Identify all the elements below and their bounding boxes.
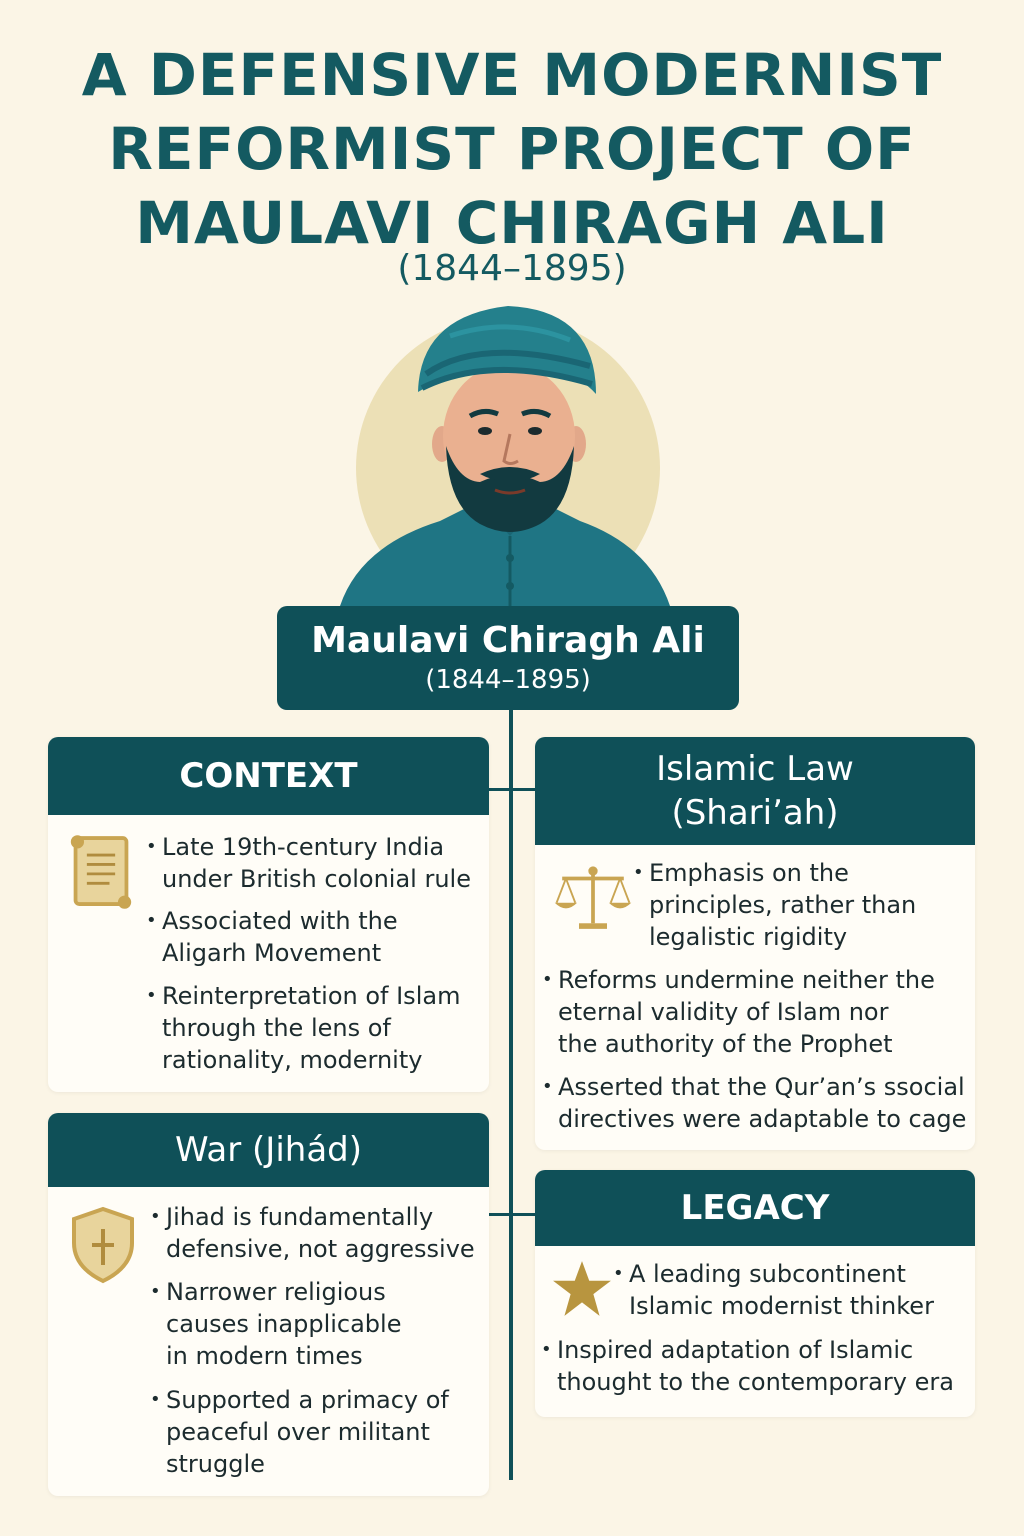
context-bullet-2-line-2: Aligarh Movement xyxy=(162,939,382,967)
war-bullet-2 xyxy=(166,1276,401,1372)
central-name: Maulavi Chiragh Ali xyxy=(311,620,705,661)
legacy-bullet-1 xyxy=(629,1258,934,1322)
context-card xyxy=(48,737,489,1092)
war-bullet-1-line-1: • Jihad is fundamentally xyxy=(166,1203,434,1231)
context-bullet-3-line-1: • Reinterpretation of Islam xyxy=(162,982,461,1010)
war-bullet-3-line-1: • Supported a primacy of xyxy=(166,1386,449,1414)
law-bullet-2-line-2: eternal validity of Islam nor xyxy=(558,998,889,1026)
central-dates: (1844–1895) xyxy=(425,665,591,695)
law-bullet-2 xyxy=(558,964,935,1060)
law-bullet-1 xyxy=(649,857,916,953)
context-bullet-3-line-2: through the lens of xyxy=(162,1014,391,1042)
shield-icon xyxy=(68,1205,138,1285)
war-heading: War (Jihád) xyxy=(48,1113,489,1187)
context-heading: CONTEXT xyxy=(48,737,489,815)
war-bullet-3-line-2: peaceful over militant xyxy=(166,1418,430,1446)
central-name-box xyxy=(277,606,739,710)
portrait-illustration xyxy=(330,296,690,616)
law-bullet-1-line-1: • Emphasis on the xyxy=(649,859,849,887)
legacy-bullet-1-line-1: • A leading subcontinent xyxy=(629,1260,906,1288)
law-heading xyxy=(535,737,975,845)
war-bullet-2-line-3: in modern times xyxy=(166,1342,363,1370)
law-bullet-3 xyxy=(558,1071,966,1135)
context-bullet-2 xyxy=(162,905,398,969)
war-bullet-1-line-2: defensive, not aggressive xyxy=(166,1235,475,1263)
title-line-2: REFORMIST PROJECT OF xyxy=(108,115,916,183)
connector-branch-lower xyxy=(488,1213,536,1216)
title-line-1: A DEFENSIVE MODERNIST xyxy=(81,41,943,109)
war-card xyxy=(48,1113,489,1496)
law-card xyxy=(535,737,975,1150)
scales-icon xyxy=(551,861,635,937)
law-heading-line-1: Islamic Law xyxy=(656,749,854,789)
title-dates: (1844–1895) xyxy=(397,248,627,289)
law-bullet-1-line-2: principles, rather than xyxy=(649,891,917,919)
law-bullet-2-line-1: • Reforms undermine neither the xyxy=(558,966,935,994)
context-bullet-3-line-3: rationality, modernity xyxy=(162,1046,423,1074)
scroll-icon xyxy=(68,832,134,912)
legacy-bullet-2-line-1: • Inspired adaptation of Islamic xyxy=(557,1336,914,1364)
legacy-bullet-2-line-2: thought to the contemporary era xyxy=(557,1368,954,1396)
law-bullet-1-line-3: legalistic rigidity xyxy=(649,923,848,951)
context-bullet-1 xyxy=(162,831,471,895)
war-bullet-2-line-2: causes inapplicable xyxy=(166,1310,402,1338)
connector-trunk xyxy=(509,710,513,1480)
page-title xyxy=(0,38,1024,260)
legacy-card xyxy=(535,1170,975,1417)
war-bullet-3-line-3: struggle xyxy=(166,1450,265,1478)
law-bullet-2-line-3: the authority of the Prophet xyxy=(558,1030,893,1058)
war-bullet-1 xyxy=(166,1201,475,1265)
connector-branch-upper xyxy=(488,788,536,791)
law-bullet-3-line-1: • Asserted that the Qur’an’s ssocial xyxy=(558,1073,965,1101)
war-bullet-2-line-1: • Narrower religious xyxy=(166,1278,386,1306)
title-line-3: MAULAVI CHIRAGH ALI xyxy=(135,189,889,257)
context-bullet-1-line-2: under British colonial rule xyxy=(162,865,471,893)
context-bullet-3 xyxy=(162,980,460,1076)
legacy-bullet-2 xyxy=(557,1334,954,1398)
legacy-heading: LEGACY xyxy=(535,1170,975,1246)
context-bullet-2-line-1: • Associated with the xyxy=(162,907,398,935)
star-icon xyxy=(551,1258,613,1320)
war-bullet-3 xyxy=(166,1384,449,1480)
context-bullet-1-line-1: • Late 19th-century India xyxy=(162,833,445,861)
legacy-bullet-1-line-2: Islamic modernist thinker xyxy=(629,1292,934,1320)
law-bullet-3-line-2: directives were adaptable to cage xyxy=(558,1105,967,1133)
law-heading-line-2: (Shari’ah) xyxy=(671,793,839,833)
